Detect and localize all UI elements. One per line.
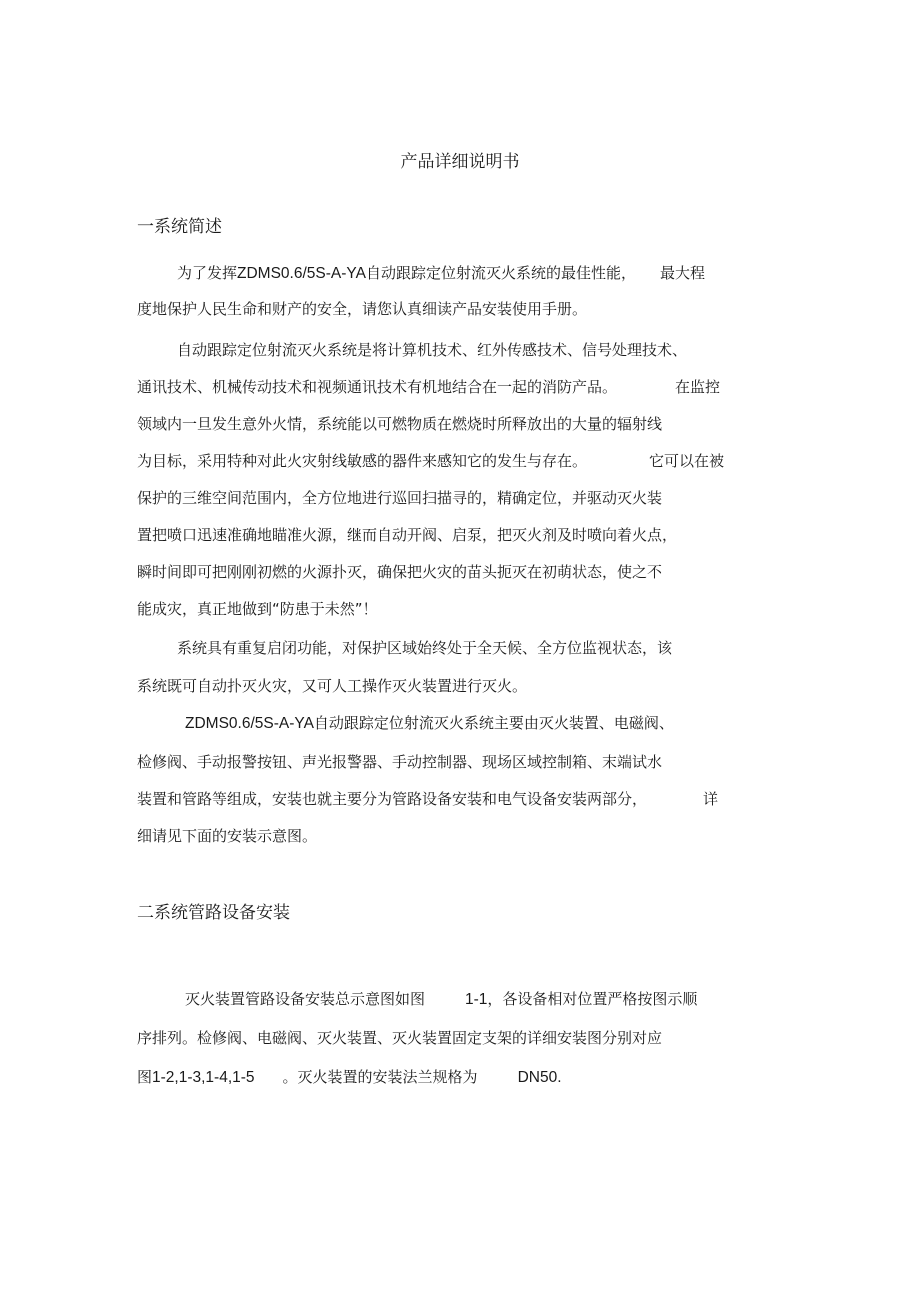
paragraph-line bbox=[137, 451, 724, 471]
text-span: 灭火装置管路设备安装总示意图如图 bbox=[185, 990, 426, 1008]
paragraph-line: 序排列。检修阀、电磁阀、灭火装置、灭火装置固定支架的详细安装图分别对应 bbox=[137, 1029, 663, 1047]
paragraph-line: 系统既可自动扑灭火灾，又可人工操作灭火装置进行灭火。 bbox=[137, 677, 528, 695]
paragraph-line bbox=[185, 989, 697, 1010]
paragraph-line bbox=[137, 1067, 562, 1088]
paragraph-line: 自动跟踪定位射流灭火系统是将计算机技术、红外传感技术、信号处理技术、 bbox=[177, 341, 688, 359]
paragraph-line: 能成灾，真正地做到“防患于未然”！ bbox=[137, 600, 378, 618]
paragraph-line: 领域内一旦发生意外火情，系统能以可燃物质在燃烧时所释放出的大量的辐射线 bbox=[137, 415, 663, 433]
figure-ref: 1-2,1-3,1-4,1-5 bbox=[152, 1069, 255, 1086]
paragraph-line bbox=[177, 263, 705, 284]
paragraph-line bbox=[137, 377, 720, 397]
section-heading-overview: 一系统简述 bbox=[137, 217, 222, 237]
text-span: 它可以在被 bbox=[649, 452, 725, 470]
text-span: 图 bbox=[137, 1068, 153, 1086]
paragraph-line: 置把喷口迅速准确地瞄准火源，继而自动开阀、启泵，把灭火剂及时喷向着火点， bbox=[137, 526, 678, 544]
model-number: ZDMS0.6/5S-A-YA bbox=[185, 715, 314, 732]
paragraph-line: 系统具有重复启闭功能，对保护区域始终处于全天候、全方位监视状态，该 bbox=[177, 639, 673, 657]
paragraph-line bbox=[185, 713, 674, 734]
paragraph-line: 保护的三维空间范围内，全方位地进行巡回扫描寻的，精确定位，并驱动灭火装 bbox=[137, 489, 663, 507]
flange-spec: DN50. bbox=[517, 1069, 562, 1086]
paragraph-line bbox=[137, 789, 718, 809]
text-span: 通讯技术、机械传动技术和视频通讯技术有机地结合在一起的消防产品。 bbox=[137, 378, 618, 396]
paragraph-line: 检修阀、手动报警按钮、声光报警器、手动控制器、现场区域控制箱、末端试水 bbox=[137, 753, 663, 771]
paragraph-line: 度地保护人民生命和财产的安全，请您认真细读产品安装使用手册。 bbox=[137, 300, 588, 318]
paragraph-line: 细请见下面的安装示意图。 bbox=[137, 827, 318, 845]
text-span: 自动跟踪定位射流灭火系统的最佳性能， bbox=[365, 264, 636, 282]
text-span: 为了发挥 bbox=[177, 264, 238, 282]
paragraph-line: 瞬时间即可把刚刚初燃的火源扑灭，确保把火灾的苗头扼灭在初萌状态，使之不 bbox=[137, 563, 663, 581]
model-number: ZDMS0.6/5S-A-YA bbox=[237, 265, 366, 282]
text-span: 自动跟踪定位射流灭火系统主要由灭火装置、电磁阀、 bbox=[313, 714, 674, 732]
text-span: 为目标，采用特种对此火灾射线敏感的器件来感知它的发生与存在。 bbox=[137, 452, 588, 470]
page-title: 产品详细说明书 bbox=[400, 152, 520, 172]
text-span: ，各设备相对位置严格按图示顺 bbox=[487, 990, 698, 1008]
text-span: 装置和管路等组成，安装也就主要分为管路设备安装和电气设备安装两部分， bbox=[137, 790, 648, 808]
text-span: 。灭火装置的安装法兰规格为 bbox=[282, 1068, 478, 1086]
text-span: 最大程 bbox=[659, 264, 705, 282]
section-heading-piping: 二系统管路设备安装 bbox=[137, 903, 290, 923]
text-span: 在监控 bbox=[675, 378, 721, 396]
figure-ref: 1-1 bbox=[465, 991, 488, 1008]
text-span: 详 bbox=[703, 790, 719, 808]
